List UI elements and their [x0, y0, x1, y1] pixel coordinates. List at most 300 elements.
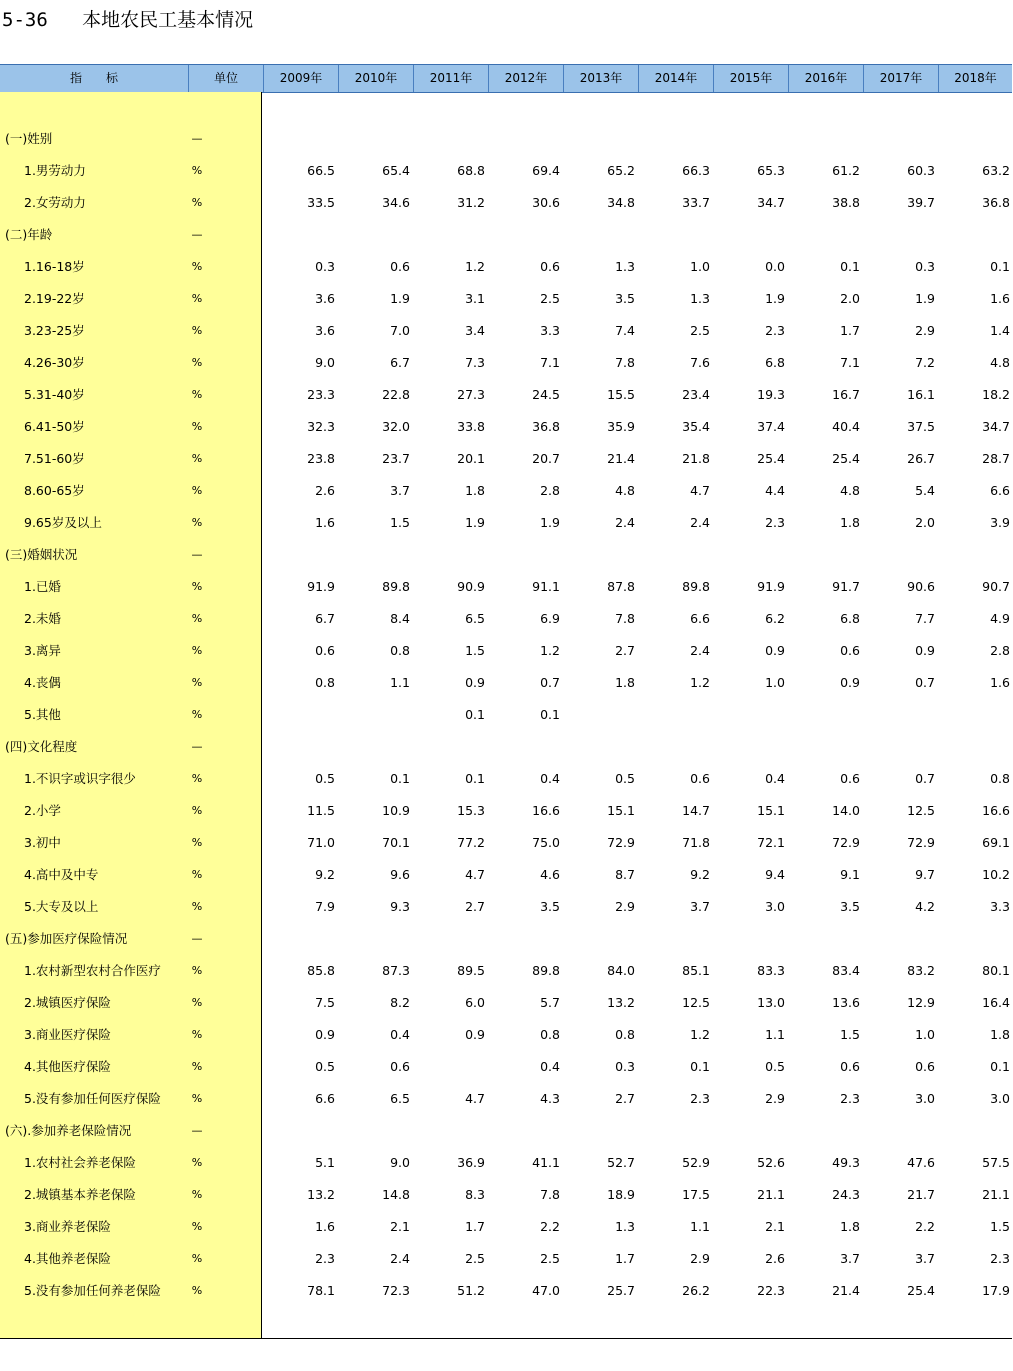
value-cell: 33.5 — [307, 195, 335, 210]
value-cell: 65.2 — [607, 163, 635, 178]
value-cell: 9.2 — [315, 867, 335, 882]
value-cell — [725, 1115, 785, 1147]
value-cell — [500, 923, 560, 955]
value-cell: 25.4 — [907, 1283, 935, 1298]
value-cell: 15.1 — [757, 803, 785, 818]
value-cell: 11.5 — [307, 803, 335, 818]
row-label: 1.不识字或识字很少 — [24, 771, 136, 786]
value-cell: 20.7 — [532, 451, 560, 466]
value-cell — [350, 219, 410, 251]
value-cell: 0.6 — [390, 259, 410, 274]
value-cell: 36.9 — [457, 1155, 485, 1170]
row-label: 4.高中及中专 — [24, 867, 99, 882]
value-cell: 15.3 — [457, 803, 485, 818]
table-row — [0, 251, 1012, 283]
row-unit: % — [191, 580, 203, 593]
value-cell: 39.7 — [907, 195, 935, 210]
header-year: 2014年 — [638, 65, 713, 92]
section-row — [0, 923, 1012, 955]
table-row — [0, 795, 1012, 827]
value-cell: 6.9 — [540, 611, 560, 626]
row-unit: % — [191, 1220, 203, 1233]
value-cell: 21.1 — [982, 1187, 1010, 1202]
value-cell: 14.8 — [382, 1187, 410, 1202]
value-cell: 0.7 — [540, 675, 560, 690]
value-cell — [800, 539, 860, 571]
value-cell: 1.7 — [840, 323, 860, 338]
header-unit: 单位 — [188, 65, 263, 92]
value-cell: 0.3 — [915, 259, 935, 274]
value-cell: 3.6 — [315, 323, 335, 338]
value-cell: 3.1 — [465, 291, 485, 306]
header-year: 2009年 — [263, 65, 338, 92]
value-cell — [425, 923, 485, 955]
value-cell: 28.7 — [982, 451, 1010, 466]
value-cell: 69.1 — [982, 835, 1010, 850]
table-row — [0, 1051, 1012, 1083]
value-cell: 33.7 — [682, 195, 710, 210]
value-cell — [650, 219, 710, 251]
value-cell: 4.7 — [465, 1091, 485, 1106]
value-cell: 1.6 — [990, 291, 1010, 306]
value-cell: 61.2 — [832, 163, 860, 178]
value-cell: 2.8 — [990, 643, 1010, 658]
value-cell — [500, 731, 560, 763]
value-cell: 0.4 — [765, 771, 785, 786]
value-cell: 1.2 — [690, 675, 710, 690]
row-unit: % — [191, 644, 203, 657]
value-cell: 0.1 — [540, 707, 560, 722]
table-number: 5-36 — [2, 9, 48, 31]
value-cell: 24.5 — [532, 387, 560, 402]
value-cell: 0.6 — [840, 643, 860, 658]
value-cell — [725, 731, 785, 763]
value-cell: 3.0 — [915, 1091, 935, 1106]
table-row — [0, 187, 1012, 219]
value-cell: 10.9 — [382, 803, 410, 818]
value-cell: 22.8 — [382, 387, 410, 402]
value-cell — [800, 731, 860, 763]
value-cell: 7.3 — [465, 355, 485, 370]
value-cell: 0.9 — [840, 675, 860, 690]
value-cell: 12.9 — [907, 995, 935, 1010]
value-cell: 1.3 — [690, 291, 710, 306]
value-cell — [425, 1115, 485, 1147]
value-cell: 0.9 — [465, 675, 485, 690]
value-cell: 7.1 — [540, 355, 560, 370]
value-cell: 36.8 — [532, 419, 560, 434]
value-cell: 63.2 — [982, 163, 1010, 178]
table-row — [0, 155, 1012, 187]
value-cell: 0.6 — [540, 259, 560, 274]
value-cell: 7.1 — [840, 355, 860, 370]
value-cell: 6.8 — [840, 611, 860, 626]
value-cell: 52.6 — [757, 1155, 785, 1170]
row-unit: — — [191, 740, 203, 753]
value-cell — [575, 1115, 635, 1147]
value-cell: 2.4 — [690, 643, 710, 658]
table-row — [0, 475, 1012, 507]
row-unit: — — [191, 228, 203, 241]
value-cell: 16.1 — [907, 387, 935, 402]
section-row — [0, 123, 1012, 155]
value-cell: 20.1 — [457, 451, 485, 466]
value-cell: 2.9 — [615, 899, 635, 914]
value-cell — [275, 699, 335, 731]
row-unit: % — [191, 1156, 203, 1169]
table-row — [0, 1179, 1012, 1211]
table-row — [0, 699, 1012, 731]
value-cell: 13.6 — [832, 995, 860, 1010]
value-cell: 87.8 — [607, 579, 635, 594]
value-cell: 4.2 — [915, 899, 935, 914]
value-cell: 1.9 — [915, 291, 935, 306]
value-cell: 7.8 — [540, 1187, 560, 1202]
value-cell: 1.2 — [690, 1027, 710, 1042]
row-label: (三)婚姻状况 — [5, 547, 78, 562]
value-cell: 3.7 — [690, 899, 710, 914]
value-cell: 9.4 — [765, 867, 785, 882]
value-cell — [800, 923, 860, 955]
value-cell: 1.2 — [465, 259, 485, 274]
value-cell: 19.3 — [757, 387, 785, 402]
value-cell: 2.2 — [540, 1219, 560, 1234]
value-cell: 17.5 — [682, 1187, 710, 1202]
value-cell: 32.0 — [382, 419, 410, 434]
row-label: 3.商业医疗保险 — [24, 1027, 111, 1042]
table-header — [0, 64, 1012, 93]
table-bottom-border — [0, 1338, 1012, 1339]
row-label: 2.未婚 — [24, 611, 61, 626]
value-cell: 34.7 — [757, 195, 785, 210]
value-cell: 2.6 — [765, 1251, 785, 1266]
value-cell: 3.0 — [765, 899, 785, 914]
section-row — [0, 731, 1012, 763]
value-cell: 4.7 — [690, 483, 710, 498]
header-indicator: 指 标 — [69, 71, 118, 85]
value-cell: 0.6 — [915, 1059, 935, 1074]
value-cell: 7.4 — [615, 323, 635, 338]
value-cell: 0.8 — [540, 1027, 560, 1042]
value-cell: 51.2 — [457, 1283, 485, 1298]
value-cell: 9.7 — [915, 867, 935, 882]
value-cell — [875, 1115, 935, 1147]
value-cell: 52.7 — [607, 1155, 635, 1170]
value-cell: 0.1 — [840, 259, 860, 274]
value-cell — [950, 219, 1010, 251]
value-cell: 3.5 — [615, 291, 635, 306]
row-label: 4.丧偶 — [24, 675, 61, 690]
value-cell: 0.9 — [765, 643, 785, 658]
value-cell — [500, 219, 560, 251]
value-cell — [500, 1115, 560, 1147]
value-cell: 2.3 — [690, 1091, 710, 1106]
value-cell: 4.8 — [990, 355, 1010, 370]
value-cell — [725, 923, 785, 955]
value-cell: 2.4 — [615, 515, 635, 530]
table-row — [0, 571, 1012, 603]
row-label: 1.男劳动力 — [24, 163, 86, 178]
table-row — [0, 635, 1012, 667]
value-cell — [950, 731, 1010, 763]
value-cell: 89.5 — [457, 963, 485, 978]
value-cell: 1.6 — [990, 675, 1010, 690]
value-cell: 21.1 — [757, 1187, 785, 1202]
value-cell: 2.5 — [540, 291, 560, 306]
value-cell: 18.2 — [982, 387, 1010, 402]
value-cell — [500, 539, 560, 571]
value-cell — [875, 219, 935, 251]
value-cell: 2.4 — [390, 1251, 410, 1266]
value-cell: 47.0 — [532, 1283, 560, 1298]
row-label: 3.离异 — [24, 643, 61, 658]
value-cell: 0.5 — [615, 771, 635, 786]
value-cell: 1.5 — [390, 515, 410, 530]
value-cell: 87.3 — [382, 963, 410, 978]
row-unit: % — [191, 836, 203, 849]
value-cell: 1.0 — [765, 675, 785, 690]
value-cell: 0.6 — [840, 771, 860, 786]
value-cell: 22.3 — [757, 1283, 785, 1298]
value-cell: 25.7 — [607, 1283, 635, 1298]
row-label: 1.农村新型农村合作医疗 — [24, 963, 161, 978]
value-cell: 2.2 — [915, 1219, 935, 1234]
value-cell: 1.8 — [840, 515, 860, 530]
value-cell: 1.0 — [915, 1027, 935, 1042]
row-label: 9.65岁及以上 — [24, 515, 102, 530]
value-cell: 3.5 — [840, 899, 860, 914]
value-cell: 70.1 — [382, 835, 410, 850]
value-cell: 0.4 — [390, 1027, 410, 1042]
header-year: 2016年 — [788, 65, 863, 92]
value-cell: 1.1 — [765, 1027, 785, 1042]
value-cell: 1.8 — [465, 483, 485, 498]
value-cell: 3.3 — [990, 899, 1010, 914]
value-cell: 36.8 — [982, 195, 1010, 210]
value-cell: 0.8 — [390, 643, 410, 658]
value-cell: 16.6 — [532, 803, 560, 818]
value-cell: 1.8 — [840, 1219, 860, 1234]
value-cell: 6.5 — [390, 1091, 410, 1106]
value-cell: 33.8 — [457, 419, 485, 434]
value-cell: 2.8 — [540, 483, 560, 498]
row-unit: % — [191, 1092, 203, 1105]
row-unit: % — [191, 1188, 203, 1201]
row-unit: — — [191, 932, 203, 945]
value-cell — [725, 219, 785, 251]
value-cell — [950, 123, 1010, 155]
value-cell: 7.6 — [690, 355, 710, 370]
value-cell: 23.4 — [682, 387, 710, 402]
value-cell: 10.2 — [982, 867, 1010, 882]
value-cell: 0.4 — [540, 771, 560, 786]
value-cell: 6.2 — [765, 611, 785, 626]
value-cell — [275, 731, 335, 763]
value-cell — [800, 123, 860, 155]
value-cell: 7.7 — [915, 611, 935, 626]
value-cell: 71.8 — [682, 835, 710, 850]
value-cell: 1.6 — [315, 1219, 335, 1234]
value-cell — [575, 731, 635, 763]
row-label: 4.其他养老保险 — [24, 1251, 111, 1266]
value-cell: 7.0 — [390, 323, 410, 338]
value-cell: 2.3 — [765, 323, 785, 338]
value-cell: 9.6 — [390, 867, 410, 882]
value-cell: 4.8 — [840, 483, 860, 498]
row-unit: % — [191, 1252, 203, 1265]
value-cell: 3.7 — [390, 483, 410, 498]
value-cell — [575, 923, 635, 955]
table-row — [0, 891, 1012, 923]
value-cell: 2.1 — [765, 1219, 785, 1234]
value-cell: 18.9 — [607, 1187, 635, 1202]
value-cell: 2.0 — [840, 291, 860, 306]
section-row — [0, 539, 1012, 571]
value-cell: 9.0 — [390, 1155, 410, 1170]
value-cell: 91.9 — [307, 579, 335, 594]
table-row — [0, 827, 1012, 859]
value-cell: 1.1 — [390, 675, 410, 690]
value-cell: 0.3 — [315, 259, 335, 274]
row-label: 2.城镇医疗保险 — [24, 995, 111, 1010]
value-cell: 1.5 — [465, 643, 485, 658]
value-cell: 1.3 — [615, 259, 635, 274]
value-cell — [575, 699, 635, 731]
value-cell: 2.1 — [390, 1219, 410, 1234]
row-label: 4.26-30岁 — [24, 355, 85, 370]
value-cell: 0.6 — [315, 643, 335, 658]
value-cell: 71.0 — [307, 835, 335, 850]
value-cell: 8.4 — [390, 611, 410, 626]
value-cell: 0.7 — [915, 675, 935, 690]
row-unit: % — [191, 356, 203, 369]
row-unit: % — [191, 676, 203, 689]
value-cell: 0.1 — [465, 771, 485, 786]
value-cell: 85.1 — [682, 963, 710, 978]
value-cell: 83.4 — [832, 963, 860, 978]
value-cell: 23.8 — [307, 451, 335, 466]
row-unit: % — [191, 1060, 203, 1073]
row-label: (五)参加医疗保险情况 — [5, 931, 128, 946]
row-label: 5.没有参加任何养老保险 — [24, 1283, 161, 1298]
row-unit: % — [191, 164, 203, 177]
value-cell: 1.7 — [615, 1251, 635, 1266]
value-cell: 66.3 — [682, 163, 710, 178]
row-unit: % — [191, 868, 203, 881]
value-cell — [650, 123, 710, 155]
value-cell: 17.9 — [982, 1283, 1010, 1298]
value-cell: 1.3 — [615, 1219, 635, 1234]
value-cell: 1.5 — [990, 1219, 1010, 1234]
value-cell: 2.0 — [915, 515, 935, 530]
value-cell — [350, 731, 410, 763]
value-cell: 15.5 — [607, 387, 635, 402]
table-row — [0, 379, 1012, 411]
value-cell: 16.4 — [982, 995, 1010, 1010]
value-cell: 3.0 — [990, 1091, 1010, 1106]
row-label: 2.城镇基本养老保险 — [24, 1187, 136, 1202]
value-cell: 7.2 — [915, 355, 935, 370]
row-label: 3.23-25岁 — [24, 323, 85, 338]
value-cell: 30.6 — [532, 195, 560, 210]
value-cell: 1.1 — [690, 1219, 710, 1234]
row-label: (四)文化程度 — [5, 739, 78, 754]
table-row — [0, 1275, 1012, 1307]
value-cell: 2.4 — [690, 515, 710, 530]
value-cell: 69.4 — [532, 163, 560, 178]
row-unit: % — [191, 452, 203, 465]
value-cell: 72.9 — [832, 835, 860, 850]
value-cell: 72.9 — [607, 835, 635, 850]
value-cell: 2.3 — [990, 1251, 1010, 1266]
table-row — [0, 603, 1012, 635]
value-cell: 6.5 — [465, 611, 485, 626]
value-cell: 91.7 — [832, 579, 860, 594]
row-label: (六).参加养老保险情况 — [5, 1123, 132, 1138]
table-row — [0, 507, 1012, 539]
row-label: 8.60-65岁 — [24, 483, 85, 498]
table-row — [0, 347, 1012, 379]
row-unit: — — [191, 132, 203, 145]
row-unit: % — [191, 804, 203, 817]
row-unit: % — [191, 292, 203, 305]
value-cell: 3.6 — [315, 291, 335, 306]
value-cell — [425, 123, 485, 155]
value-cell: 23.7 — [382, 451, 410, 466]
value-cell: 6.8 — [765, 355, 785, 370]
value-cell: 26.2 — [682, 1283, 710, 1298]
table-row — [0, 443, 1012, 475]
row-unit: % — [191, 996, 203, 1009]
header-year: 2013年 — [563, 65, 638, 92]
value-cell — [950, 1115, 1010, 1147]
value-cell: 89.8 — [382, 579, 410, 594]
value-cell: 7.8 — [615, 355, 635, 370]
value-cell — [650, 1115, 710, 1147]
value-cell: 2.9 — [765, 1091, 785, 1106]
value-cell: 2.3 — [765, 515, 785, 530]
row-unit: % — [191, 1028, 203, 1041]
value-cell: 0.1 — [465, 707, 485, 722]
value-cell: 7.5 — [315, 995, 335, 1010]
value-cell: 1.9 — [765, 291, 785, 306]
table-title: 本地农民工基本情况 — [82, 9, 254, 31]
row-unit: % — [191, 900, 203, 913]
value-cell: 9.2 — [690, 867, 710, 882]
value-cell: 23.3 — [307, 387, 335, 402]
value-cell: 83.2 — [907, 963, 935, 978]
value-cell: 2.9 — [915, 323, 935, 338]
table-row — [0, 1211, 1012, 1243]
value-cell — [875, 731, 935, 763]
table-row — [0, 411, 1012, 443]
value-cell: 3.4 — [465, 323, 485, 338]
value-cell: 0.9 — [315, 1027, 335, 1042]
row-label: 2.19-22岁 — [24, 291, 85, 306]
value-cell: 91.1 — [532, 579, 560, 594]
value-cell: 0.8 — [990, 771, 1010, 786]
value-cell: 1.0 — [690, 259, 710, 274]
value-cell — [350, 923, 410, 955]
value-cell — [575, 539, 635, 571]
value-cell: 84.0 — [607, 963, 635, 978]
section-row — [0, 1115, 1012, 1147]
row-label: 7.51-60岁 — [24, 451, 85, 466]
value-cell: 35.4 — [682, 419, 710, 434]
row-unit: % — [191, 484, 203, 497]
value-cell: 15.1 — [607, 803, 635, 818]
value-cell: 3.9 — [990, 515, 1010, 530]
